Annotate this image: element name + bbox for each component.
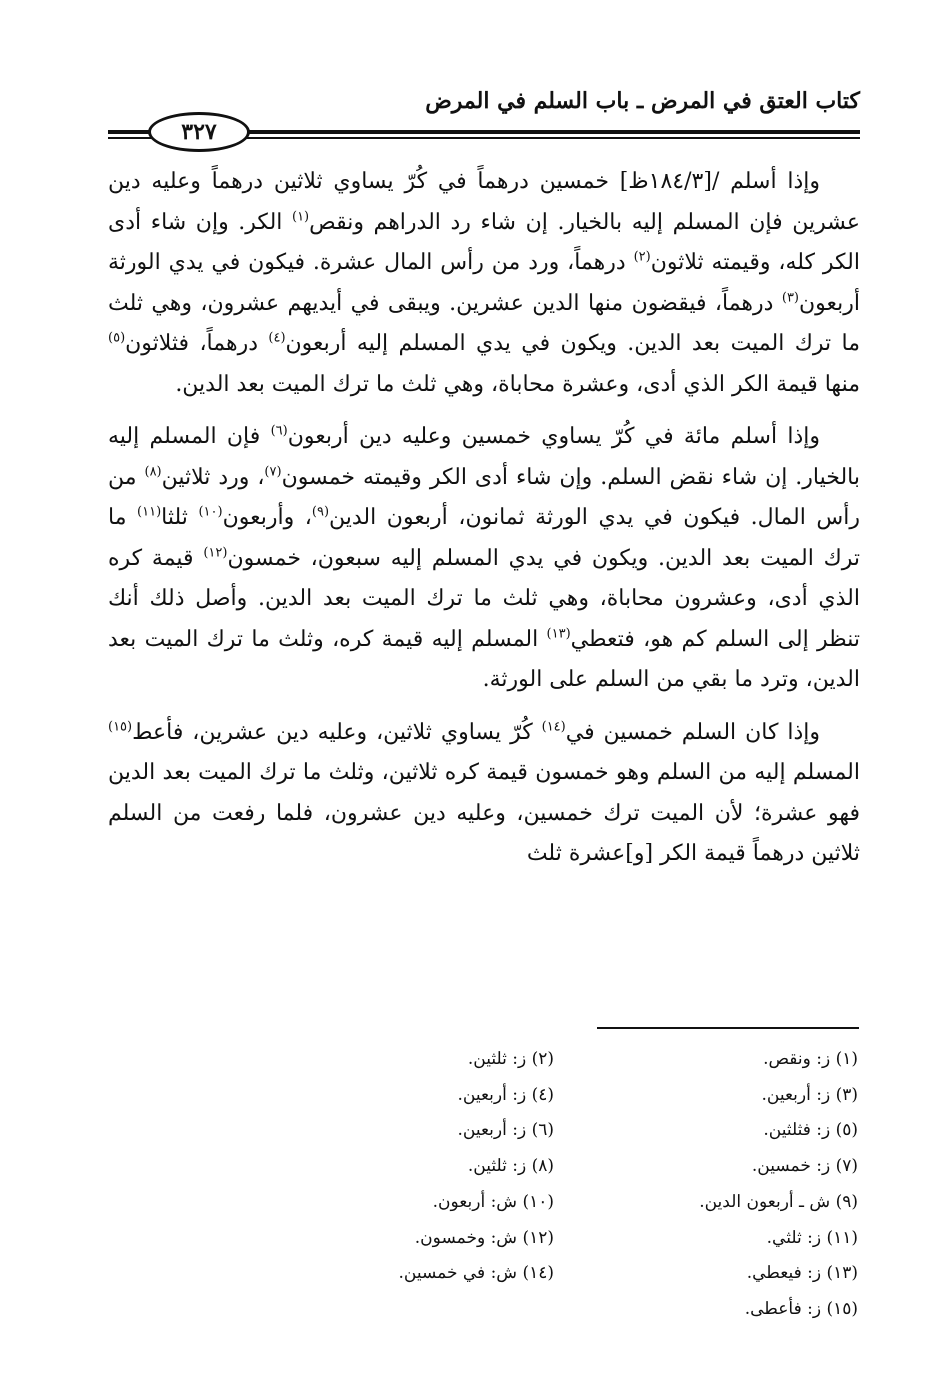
footnote-item: (١٢) ش: وخمسون.: [414, 1227, 554, 1248]
text-run: درهماً، فيقضون منها الدين عشرين. ويبقى في أيديهم عشرون، وهي ثلث ما ترك الميت بعد الدين. ويكون في يدي المسلم إليه أربعون: [108, 290, 860, 356]
footnote-marker: (١٢): [203, 545, 228, 561]
footnote-marker: (٦): [270, 423, 288, 439]
text-run: وإذا أسلم مائة في كُرّ يساوي خمسين وعليه دين أربعون: [287, 424, 820, 449]
running-title: كتاب العتق في المرض ـ باب السلم في المرض: [425, 88, 860, 114]
footnote-marker: (١٠): [198, 504, 223, 520]
footnote-marker: (١٤): [541, 719, 566, 735]
paragraph: [108, 162, 860, 405]
footnote-marker: (٤): [268, 330, 286, 346]
footnotes: [280, 1042, 858, 1328]
footnote-marker: (٢): [633, 249, 651, 265]
text-run: وإذا أسلم /[١٨٤/٣ظ] خمسين درهماً في كُرّ يساوي ثلاثين درهماً وعليه دين عشرين فإن المسلم إليه بالخيار. إن شاء رد الدراهم ونقص: [108, 169, 860, 235]
paragraph: [108, 713, 860, 875]
text-run: من رأس المال. فيكون في يدي الورثة ثمانون، أربعون الدين: [108, 464, 861, 530]
footnote-marker: (٨): [144, 464, 162, 480]
footnote-item: (٩) ش ـ أربعون الدين.: [699, 1191, 858, 1212]
footnote-item: (٧) ز: خمسين.: [751, 1156, 858, 1177]
text-run: كُرّ يساوي ثلاثين، وعليه دين عشرين، فأعط: [132, 719, 542, 745]
footnote-item: (٤) ز: أربعين.: [457, 1084, 554, 1105]
footnote-item: (٥) ز: فثلثين.: [763, 1120, 858, 1141]
footnote-item: (١١) ز: ثلثي.: [766, 1227, 858, 1248]
page-number: ٣٢٧: [148, 112, 250, 152]
footnote-item: (٣) ز: أربعين.: [761, 1084, 858, 1105]
text-run: ما ترك الميت بعد الدين. ويكون في يدي المسلم إليه سبعون، خمسون: [108, 505, 860, 571]
text-run: فإن المسلم إليه بالخيار. إن شاء نقض السلم. وإن شاء أدى الكر وقيمته خمسون: [108, 424, 860, 490]
footnote-item: (١٤) ش: في خمسين.: [398, 1263, 554, 1284]
paragraph: [108, 417, 860, 701]
text-run: قيمة كره الذي أدى، وعشرون محاباة، وهي ثلث ما ترك الميت بعد الدين. وأصل ذلك أنك تنظر إلى السلم كم هو، فتعطي: [108, 545, 860, 652]
footnote-item: (٢) ز: ثلثين.: [467, 1049, 554, 1069]
text-run: المسلم إليه من السلم وهو خمسون قيمة كره ثلاثين، وثلث ما ترك الميت بعد الدين فهو عشرة؛ لأن الميت ترك خمسين، وعليه دين عشرون، فلما رفعت من السلم ثلاثين درهماً قيمة الكر [و]عشرة ثلث: [108, 760, 860, 866]
footnote-marker: (١٥): [108, 719, 133, 735]
footnote-item: (١) ز: ونقص.: [763, 1049, 858, 1069]
footnote-marker: (٧): [264, 464, 282, 480]
text-run: ، ورد ثلاثين: [161, 464, 265, 490]
text-run: درهماً، فثلاثون: [125, 331, 269, 356]
text-run: الكر. وإن شاء أدى الكر كله، وقيمته ثلاثون: [108, 209, 861, 275]
footnote-item: (٦) ز: أربعين.: [457, 1120, 554, 1141]
text-run: ، وأربعون: [222, 505, 312, 530]
text-run: ثلثا: [161, 505, 199, 530]
footnote-marker: (٩): [311, 504, 330, 520]
text-run: وإذا كان السلم خمسين في: [565, 719, 820, 745]
footnote-marker: (٥): [108, 330, 126, 346]
footnote-item: (١٣) ز: فيعطي.: [746, 1263, 858, 1284]
footnote-item: (١٥) ز: فأعطى.: [744, 1298, 858, 1319]
footnote-separator: [597, 1027, 859, 1029]
footnote-marker: (١٣): [546, 626, 571, 642]
text-run: منها قيمة الكر الذي أدى، وعشرة محاباة، وهي ثلث ما ترك الميت بعد الدين.: [175, 371, 860, 397]
main-text: [108, 162, 860, 875]
footnote-item: (٨) ز: ثلثين.: [467, 1156, 554, 1177]
footnote-marker: (١): [291, 209, 310, 225]
footnote-marker: (١١): [137, 504, 162, 520]
page-header: [108, 88, 860, 148]
text-run: المسلم إليه قيمة كره، وثلث ما ترك الميت بعد الدين، وترد ما بقي من السلم على الورثة.: [108, 626, 860, 692]
footnote-item: (١٠) ش: أربعون.: [432, 1191, 554, 1212]
footnote-marker: (٣): [781, 290, 799, 306]
text-run: درهماً، ورد من رأس المال عشرة. فيكون في يدي الورثة أربعون: [108, 250, 860, 316]
